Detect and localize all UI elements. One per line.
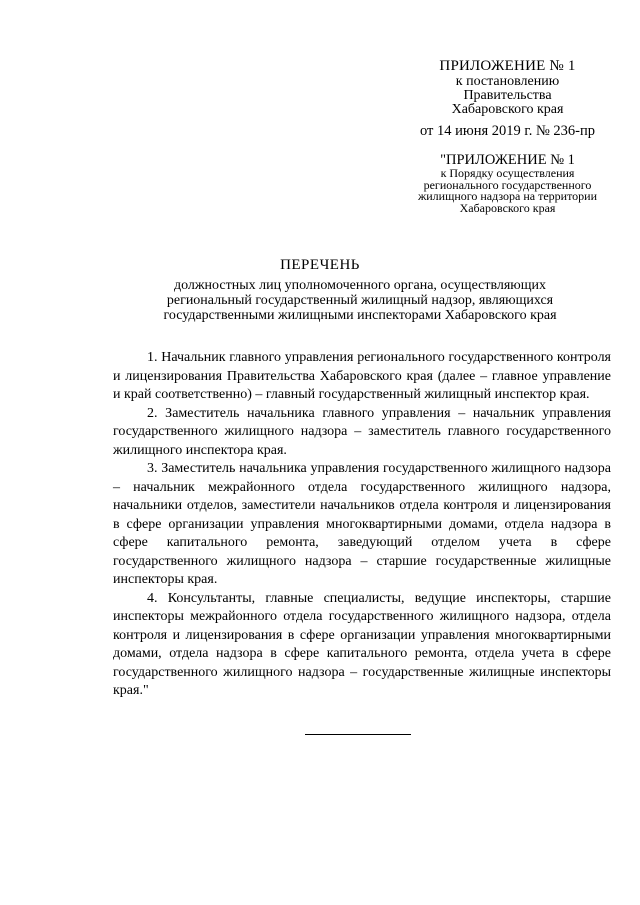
appendix-title: ПРИЛОЖЕНИЕ № 1 xyxy=(439,58,576,74)
appendix-line: Хабаровского края xyxy=(451,102,564,117)
appendix2-line: регионального государственного xyxy=(423,177,592,192)
appendix2-line: Хабаровского края xyxy=(459,200,556,215)
list-item-2: 2. Заместитель начальника главного управления – начальник управления государственного жилищного надзора – заместитель главного государственного жилищного инспектора края. xyxy=(113,405,611,458)
appendix2-line: жилищного надзора на территории xyxy=(417,189,598,203)
document-subtitle xyxy=(100,278,620,323)
subtitle-line: должностных лиц уполномоченного органа, осуществляющих xyxy=(173,278,547,293)
subtitle-line: региональный государственный жилищный надзор, являющихся xyxy=(166,293,554,308)
appendix-line: к постановлению xyxy=(455,74,560,89)
end-divider xyxy=(305,734,411,735)
subtitle-line: государственными жилищными инспекторами Хабаровского края xyxy=(163,308,557,323)
document-body xyxy=(113,349,611,701)
list-item-4: 4. Консультанты, главные специалисты, ведущие инспекторы, старшие инспекторы межрайонного отдела государственного жилищного надзора, отдела контроля и лицензирования в сфере организации управления многоквартирными домами, отдела надзора в сфере капитального ремонта, отдела учета в сфере государственного жилищного надзора – государственные жилищные инспекторы края." xyxy=(113,590,611,698)
appendix2-title: "ПРИЛОЖЕНИЕ № 1 xyxy=(440,152,575,168)
list-item-1: 1. Начальник главного управления регионального государственного контроля и лицензирования Правительства Хабаровского края (далее – главное управление и край соответственно) – главный государственный жилищный инспектор края. xyxy=(113,350,611,402)
list-item-3: 3. Заместитель начальника управления государственного жилищного надзора – начальник межрайонного отдела государственного жилищного надзора, начальники отделов, заместители начальников отдела контроля и лицензирования в сфере организации управления многоквартирными домами, отдела надзора в сфере капитального ремонта, заведующий отделом учета в сфере государственного жилищного надзора – старшие государственные жилищные инспекторы края. xyxy=(113,461,611,587)
appendix-block xyxy=(395,58,620,214)
appendix2-line: к Порядку осуществления xyxy=(440,166,575,180)
appendix-date: от 14 июня 2019 г. № 236-пр xyxy=(419,123,596,139)
document-title: ПЕРЕЧЕНЬ xyxy=(280,257,360,273)
appendix-line: Правительства xyxy=(463,88,552,103)
